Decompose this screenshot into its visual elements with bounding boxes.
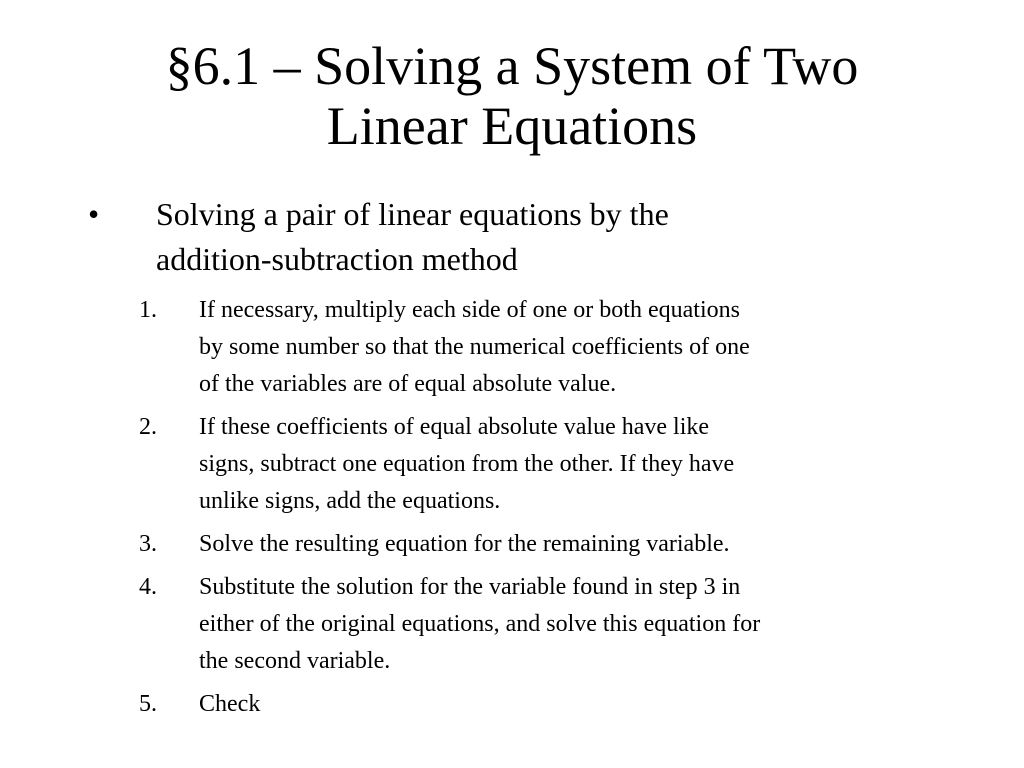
step-text-line: Solve the resulting equation for the remaining variable. xyxy=(199,531,730,557)
step-text-line: Substitute the solution for the variable found in step 3 in xyxy=(199,574,741,600)
slide-title-line-2: Linear Equations xyxy=(326,96,698,156)
step-5 xyxy=(139,686,959,723)
step-number: 4. xyxy=(139,574,157,600)
bullet-text-line-2: addition-subtraction method xyxy=(156,241,518,277)
step-4 xyxy=(139,569,959,680)
step-text-line: If necessary, multiply each side of one or both equations xyxy=(199,297,740,323)
step-text-line: either of the original equations, and solve this equation for xyxy=(199,611,761,637)
step-text-line: If these coefficients of equal absolute value have like xyxy=(199,414,710,440)
step-text-line: signs, subtract one equation from the other. If they have xyxy=(199,451,735,477)
bullet-icon: • xyxy=(88,196,100,232)
step-number: 3. xyxy=(139,531,157,557)
step-text-line: of the variables are of equal absolute value. xyxy=(199,371,617,397)
step-text xyxy=(199,686,939,723)
step-number: 5. xyxy=(139,691,157,717)
step-text-line: by some number so that the numerical coefficients of one xyxy=(199,334,750,360)
step-text-line: Check xyxy=(199,691,261,717)
step-text xyxy=(199,292,939,403)
step-text xyxy=(199,569,939,680)
step-1 xyxy=(139,292,959,403)
step-number: 1. xyxy=(139,297,157,323)
step-text xyxy=(199,526,939,563)
step-text-line: the second variable. xyxy=(199,648,391,674)
slide-title xyxy=(60,36,964,156)
step-number: 2. xyxy=(139,414,157,440)
bullet-text-line-1: Solving a pair of linear equations by the xyxy=(156,196,669,232)
step-text xyxy=(199,409,939,520)
slide-title-line-1: §6.1 – Solving a System of Two xyxy=(165,36,859,96)
steps-list xyxy=(139,292,959,729)
step-text-line: unlike signs, add the equations. xyxy=(199,488,501,514)
bullet-text xyxy=(156,192,856,282)
step-2 xyxy=(139,409,959,520)
step-3 xyxy=(139,526,959,563)
